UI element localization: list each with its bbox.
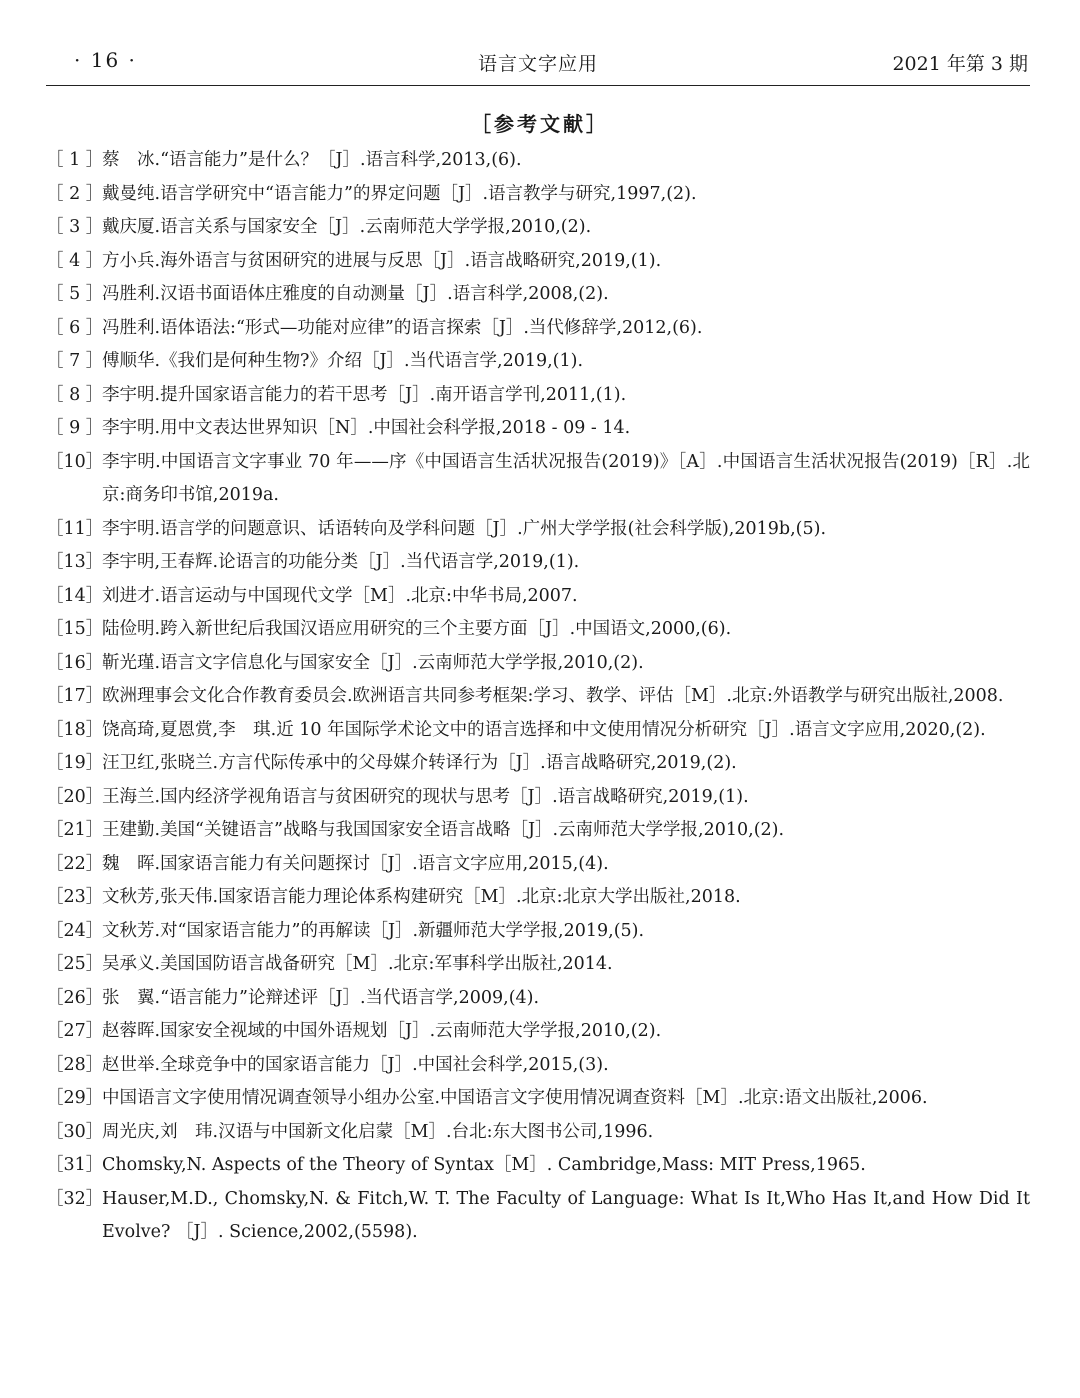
reference-text: Chomsky,N. Aspects of the Theory of Syntax［M］. Cambridge,Mass: MIT Press,1965.	[102, 1155, 866, 1175]
reference-number: ［14］	[46, 585, 104, 606]
reference-item	[46, 982, 1030, 1016]
reference-item	[46, 144, 1030, 178]
reference-text: 赵世举.全球竞争中的国家语言能力［J］.中国社会科学,2015,(3).	[102, 1054, 609, 1075]
reference-text: 李宇明.用中文表达世界知识［N］.中国社会科学报,2018 - 09 - 14.	[102, 418, 631, 438]
reference-number: ［ 4 ］	[46, 250, 104, 271]
reference-text: 王建勤.美国“关键语言”战略与我国国家安全语言战略［J］.云南师范大学学报,2010,(2).	[102, 820, 785, 840]
reference-item	[46, 1149, 1030, 1183]
reference-number: ［29］	[46, 1088, 104, 1108]
reference-item	[46, 546, 1030, 580]
reference-item	[46, 379, 1030, 413]
reference-item	[46, 714, 1030, 748]
reference-number: ［17］	[46, 686, 104, 706]
reference-text: 张 翼.“语言能力”论辩述评［J］.当代语言学,2009,(4).	[102, 987, 540, 1008]
reference-item	[46, 948, 1030, 982]
page-number: · 16 ·	[74, 48, 137, 72]
reference-number: ［10］	[46, 451, 104, 472]
reference-text: 方小兵.海外语言与贫困研究的进展与反思［J］.语言战略研究,2019,(1).	[102, 250, 662, 271]
reference-text: 文秋芳.对“国家语言能力”的再解读［J］.新疆师范大学学报,2019,(5).	[102, 920, 645, 941]
reference-item	[46, 680, 1030, 714]
reference-text: 陆俭明.跨入新世纪后我国汉语应用研究的三个主要方面［J］.中国语文,2000,(6).	[102, 619, 732, 639]
reference-number: ［15］	[46, 619, 104, 639]
reference-item	[46, 747, 1030, 781]
reference-text: 戴庆厦.语言关系与国家安全［J］.云南师范大学学报,2010,(2).	[102, 217, 592, 237]
header-rule	[46, 85, 1030, 86]
reference-number: ［23］	[46, 887, 104, 907]
reference-text: 王海兰.国内经济学视角语言与贫困研究的现状与思考［J］.语言战略研究,2019,(1).	[102, 786, 749, 807]
reference-number: ［22］	[46, 853, 104, 874]
reference-number: ［18］	[46, 719, 104, 740]
reference-number: ［21］	[46, 820, 104, 840]
reference-number: ［ 8 ］	[46, 384, 104, 405]
running-header	[46, 40, 1030, 84]
reference-text: 刘进才.语言运动与中国现代文学［M］.北京:中华书局,2007.	[102, 585, 578, 606]
reference-number: ［31］	[46, 1155, 104, 1175]
reference-number: ［25］	[46, 954, 104, 974]
reference-text: 文秋芳,张天伟.国家语言能力理论体系构建研究［M］.北京:北京大学出版社,2018.	[102, 887, 741, 907]
reference-number: ［28］	[46, 1054, 104, 1075]
reference-item	[46, 1049, 1030, 1083]
reference-number: ［32］	[46, 1188, 104, 1209]
reference-text: 欧洲理事会文化合作教育委员会.欧洲语言共同参考框架:学习、教学、评估［M］.北京:外语教学与研究出版社,2008.	[102, 686, 1004, 706]
reference-text: 傅顺华.《我们是何种生物?》介绍［J］.当代语言学,2019,(1).	[102, 351, 584, 371]
reference-item	[46, 580, 1030, 614]
reference-number: ［ 7 ］	[46, 351, 104, 371]
reference-item	[46, 781, 1030, 815]
reference-number: ［ 6 ］	[46, 317, 104, 338]
reference-number: ［27］	[46, 1021, 104, 1041]
reference-item	[46, 211, 1030, 245]
reference-text: 魏 晖.国家语言能力有关问题探讨［J］.语言文字应用,2015,(4).	[102, 853, 609, 874]
reference-text: 赵蓉晖.国家安全视域的中国外语规划［J］.云南师范大学学报,2010,(2).	[102, 1021, 662, 1041]
reference-item	[46, 513, 1030, 547]
reference-item	[46, 278, 1030, 312]
reference-text: 饶高琦,夏恩赏,李 琪.近 10 年国际学术论文中的语言选择和中文使用情况分析研究［J］.语言文字应用,2020,(2).	[102, 719, 986, 740]
reference-text: 李宇明.提升国家语言能力的若干思考［J］.南开语言学刊,2011,(1).	[102, 384, 627, 405]
reference-number: ［24］	[46, 920, 104, 941]
reference-item	[46, 1082, 1030, 1116]
reference-number: ［16］	[46, 652, 104, 673]
reference-number: ［13］	[46, 552, 104, 572]
reference-text: 戴曼纯.语言学研究中“语言能力”的界定问题［J］.语言教学与研究,1997,(2).	[102, 183, 697, 204]
reference-number: ［11］	[46, 518, 104, 539]
reference-item	[46, 412, 1030, 446]
reference-number: ［ 2 ］	[46, 183, 104, 204]
reference-text: 李宇明,王春辉.论语言的功能分类［J］.当代语言学,2019,(1).	[102, 552, 580, 572]
reference-item	[46, 245, 1030, 279]
reference-item	[46, 915, 1030, 949]
reference-list	[46, 144, 1030, 1250]
reference-item	[46, 881, 1030, 915]
reference-number: ［20］	[46, 786, 104, 807]
journal-title: 语言文字应用	[477, 53, 598, 75]
reference-text: 中国语言文字使用情况调查领导小组办公室.中国语言文字使用情况调查资料［M］.北京:语文出版社,2006.	[102, 1088, 928, 1108]
reference-number: ［ 1 ］	[46, 150, 104, 170]
reference-item	[46, 345, 1030, 379]
reference-text: 周光庆,刘 玮.汉语与中国新文化启蒙［M］.台北:东大图书公司,1996.	[102, 1121, 654, 1142]
reference-number: ［26］	[46, 987, 104, 1008]
reference-item	[46, 814, 1030, 848]
reference-item	[46, 647, 1030, 681]
reference-item	[46, 1015, 1030, 1049]
reference-number: ［ 5 ］	[46, 284, 104, 304]
reference-number: ［ 9 ］	[46, 418, 104, 438]
reference-item	[46, 312, 1030, 346]
reference-item	[46, 1116, 1030, 1150]
reference-number: ［30］	[46, 1121, 104, 1142]
reference-number: ［19］	[46, 753, 104, 773]
reference-text: 冯胜利.语体语法:“形式—功能对应律”的语言探索［J］.当代修辞学,2012,(6).	[102, 317, 703, 338]
reference-text: 吴承义.美国国防语言战备研究［M］.北京:军事科学出版社,2014.	[102, 954, 613, 974]
reference-item	[46, 1183, 1030, 1250]
reference-item	[46, 446, 1030, 513]
reference-text: 冯胜利.汉语书面语体庄雅度的自动测量［J］.语言科学,2008,(2).	[102, 284, 609, 304]
reference-text: 汪卫红,张晓兰.方言代际传承中的父母媒介转译行为［J］.语言战略研究,2019,(2).	[102, 753, 737, 773]
reference-item	[46, 178, 1030, 212]
reference-text: 李宇明.中国语言文字事业 70 年——序《中国语言生活状况报告(2019)》［A］.中国语言生活状况报告(2019)［R］.北京:商务印书馆,2019a.	[102, 451, 1030, 505]
reference-item	[46, 613, 1030, 647]
reference-item	[46, 848, 1030, 882]
reference-text: 蔡 冰.“语言能力”是什么？［J］.语言科学,2013,(6).	[102, 150, 522, 170]
reference-text: 李宇明.语言学的问题意识、话语转向及学科问题［J］.广州大学学报(社会科学版),2019b,(5).	[102, 518, 827, 539]
reference-text: Hauser,M.D., Chomsky,N. & Fitch,W. T. The Faculty of Language: What Is It,Who Has It,and How Did It Evolve? ［J］. Science,2002,(5598).	[102, 1188, 1030, 1242]
issue-label: 2021 年第 3 期	[892, 53, 1028, 75]
reference-number: ［ 3 ］	[46, 217, 104, 237]
reference-text: 靳光瑾.语言文字信息化与国家安全［J］.云南师范大学学报,2010,(2).	[102, 652, 644, 673]
references-heading: ［参考文献］	[471, 112, 609, 136]
